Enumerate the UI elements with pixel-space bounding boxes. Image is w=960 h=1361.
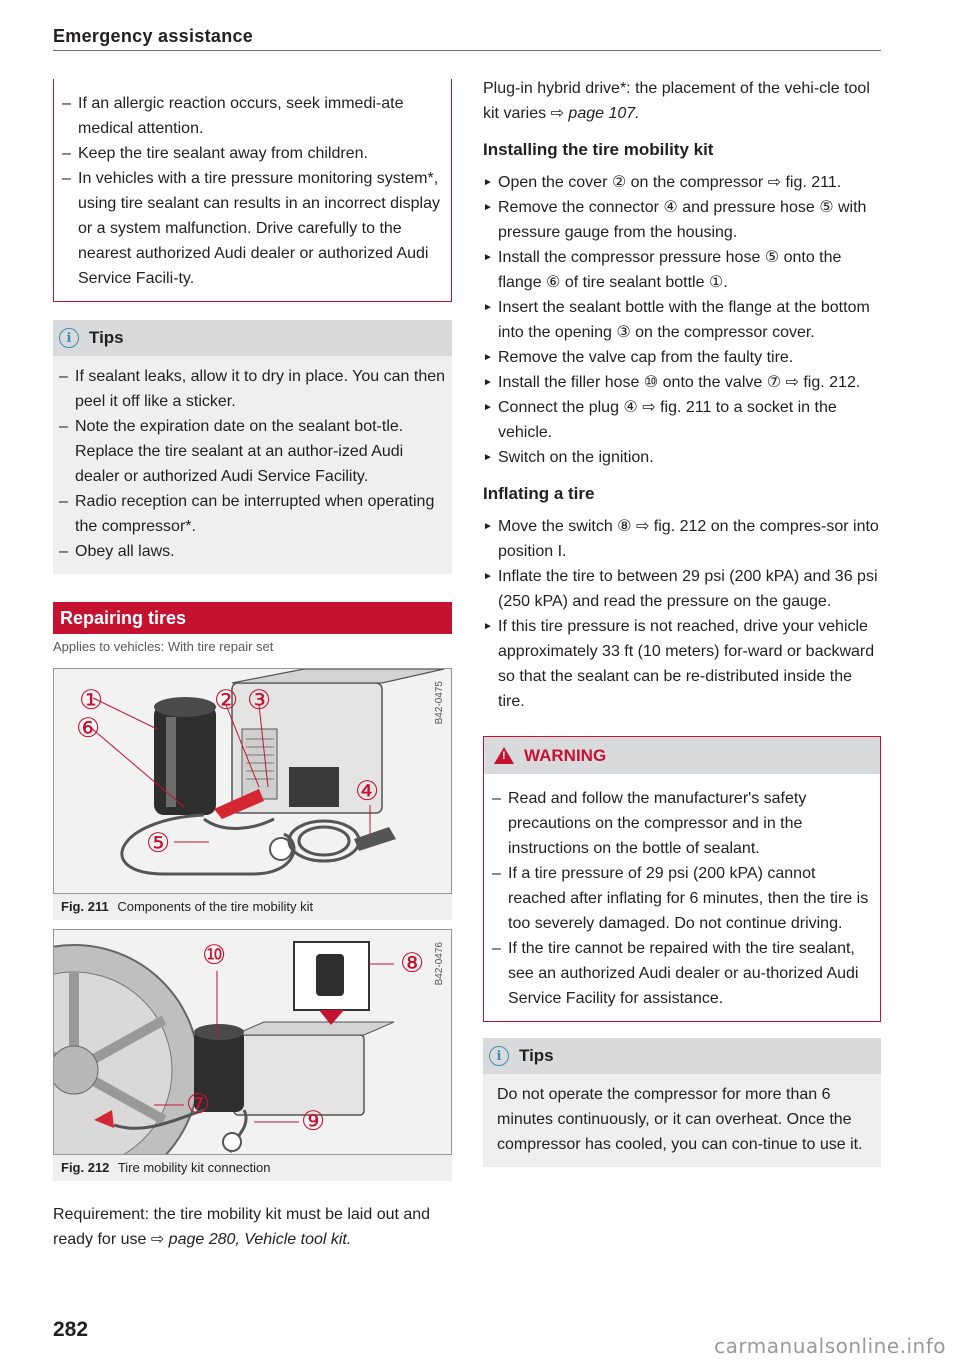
warning-box: [483, 736, 881, 1022]
install-step: ► Connect the plug ④ ⇨ fig. 211 to a socket in the vehicle.: [483, 395, 881, 445]
heading-installing: Installing the tire mobility kit: [483, 140, 714, 159]
inflate-step: ► Move the switch ⑧ ⇨ fig. 212 on the compres-sor into position I.: [483, 514, 881, 564]
tips-item: – Obey all laws.: [53, 539, 446, 564]
callout-8: ⑧: [400, 948, 425, 979]
fig212-caption: [53, 1155, 452, 1181]
fig212-number: Fig. 212: [61, 1160, 110, 1175]
tips-box-1: [53, 320, 452, 574]
install-step: ► Switch on the ignition.: [483, 445, 881, 470]
fig211-caption: [53, 894, 452, 920]
tips-header: [483, 1038, 881, 1074]
right-column: [483, 74, 881, 1167]
callout-3: ③: [247, 685, 272, 716]
fig212-text: Tire mobility kit connection: [117, 1160, 271, 1175]
install-step: ► Open the cover ② on the compressor ⇨ fig. 211.: [483, 170, 881, 195]
inflate-step: ► Inflate the tire to between 29 psi (200 kPA) and 36 psi (250 kPA) and read the pressure on the gauge.: [483, 564, 881, 614]
tips-title: Tips: [519, 1046, 554, 1065]
figure-212: [53, 929, 452, 1155]
install-step: ► Remove the valve cap from the faulty tire.: [483, 345, 881, 370]
fig211-text: Components of the tire mobility kit: [117, 899, 314, 914]
callout-1: ①: [79, 685, 104, 716]
page-header-title: Emergency assistance: [53, 26, 254, 46]
info-icon: i: [59, 328, 79, 348]
warning-item: – In vehicles with a tire pressure monitoring system*, using tire sealant can results in an incorrect display or a system malfunction. Drive carefully to the nearest authorized Audi dealer or authorized Audi Service Facili-ty.: [56, 166, 443, 291]
warning-header: [483, 736, 881, 774]
install-step: ► Remove the connector ④ and pressure hose ⑤ with pressure gauge from the housing.: [483, 195, 881, 245]
tips-body: [483, 1074, 881, 1167]
callout-6: ⑥: [76, 713, 101, 744]
warning-title: WARNING: [524, 745, 607, 765]
fig211-code: B42-0475: [434, 681, 445, 725]
intro-ref-link[interactable]: ⇨ page 107.: [550, 105, 640, 122]
install-step: ► Install the compressor pressure hose ⑤ onto the flange ⑥ of tire sealant bottle ①.: [483, 245, 881, 295]
callout-9: ⑨: [301, 1106, 326, 1137]
intro-text: Plug-in hybrid drive*: the placement of the vehi-cle tool kit varies: [483, 80, 870, 122]
requirement-text: Requirement: the tire mobility kit must be laid out and ready for use: [53, 1206, 431, 1248]
warning-item: – If an allergic reaction occurs, seek immedi-ate medical attention.: [56, 91, 443, 141]
fig211-number: Fig. 211: [61, 899, 109, 914]
figure-211: [53, 668, 452, 894]
tips-item: – Note the expiration date on the sealant bot-tle. Replace the tire sealant at an author-ized Audi dealer or authorized Audi Service Facility.: [53, 414, 446, 489]
callout-7: ⑦: [186, 1089, 211, 1120]
install-step: ► Insert the sealant bottle with the flange at the bottom into the opening ③ on the compressor cover.: [483, 295, 881, 345]
warning-triangle-icon: [494, 747, 514, 764]
requirement-paragraph: [53, 1202, 452, 1252]
callout-5: ⑤: [146, 828, 171, 859]
warning-item: – If a tire pressure of 29 psi (200 kPA) cannot reached after inflating for 6 minutes, then the tire is too severely damaged. Do not continue driving.: [486, 861, 872, 936]
inflate-steps: [483, 514, 881, 714]
tips-item: – If sealant leaks, allow it to dry in place. You can then peel it off like a sticker.: [53, 364, 446, 414]
fig212-illustration: [54, 930, 452, 1155]
tips-item: – Radio reception can be interrupted when operating the compressor*.: [53, 489, 446, 539]
intro-paragraph: [483, 76, 881, 126]
warning-item: – Read and follow the manufacturer's safety precautions on the compressor and in the instructions on the bottle of sealant.: [486, 786, 872, 861]
section-title: Repairing tires: [53, 602, 452, 634]
callout-2: ②: [214, 685, 239, 716]
info-icon: i: [489, 1046, 509, 1066]
fig211-illustration: [54, 669, 452, 894]
requirement-ref-link[interactable]: ⇨ page 280, Vehicle tool kit.: [150, 1231, 352, 1248]
warning-item: – If the tire cannot be repaired with the tire sealant, see an authorized Audi dealer or au-thorized Audi Service Facility for assistance.: [486, 936, 872, 1011]
left-column: [53, 74, 452, 1252]
page-number: 282: [53, 1318, 89, 1341]
header-rule: [53, 50, 881, 51]
callout-4: ④: [355, 776, 380, 807]
applies-to-note: Applies to vehicles: With tire repair set: [53, 639, 274, 654]
tips-text: Do not operate the compressor for more than 6 minutes continuously, or it can overheat. Once the compressor has cooled, you can con-tinue to use it.: [497, 1086, 863, 1153]
warning-continuation-box: [53, 79, 452, 302]
warning-body: [483, 774, 881, 1022]
install-step: ► Install the filler hose ⑩ onto the valve ⑦ ⇨ fig. 212.: [483, 370, 881, 395]
callout-10: ⑩: [202, 940, 227, 971]
fig212-code: B42-0476: [434, 942, 445, 986]
section-repairing-tires: [53, 602, 452, 654]
heading-inflating: Inflating a tire: [483, 484, 595, 503]
tips-header: [53, 320, 452, 356]
tips-title: Tips: [89, 328, 124, 347]
inflate-step: ► If this tire pressure is not reached, drive your vehicle approximately 33 ft (10 meters) for-ward or backward so that the sealant can be re-distributed inside the tire.: [483, 614, 881, 714]
tips-body: [53, 356, 452, 574]
warning-item: – Keep the tire sealant away from children.: [56, 141, 443, 166]
watermark: carmanualsonline.info: [714, 1334, 946, 1358]
tips-box-2: [483, 1038, 881, 1167]
install-steps: [483, 170, 881, 470]
